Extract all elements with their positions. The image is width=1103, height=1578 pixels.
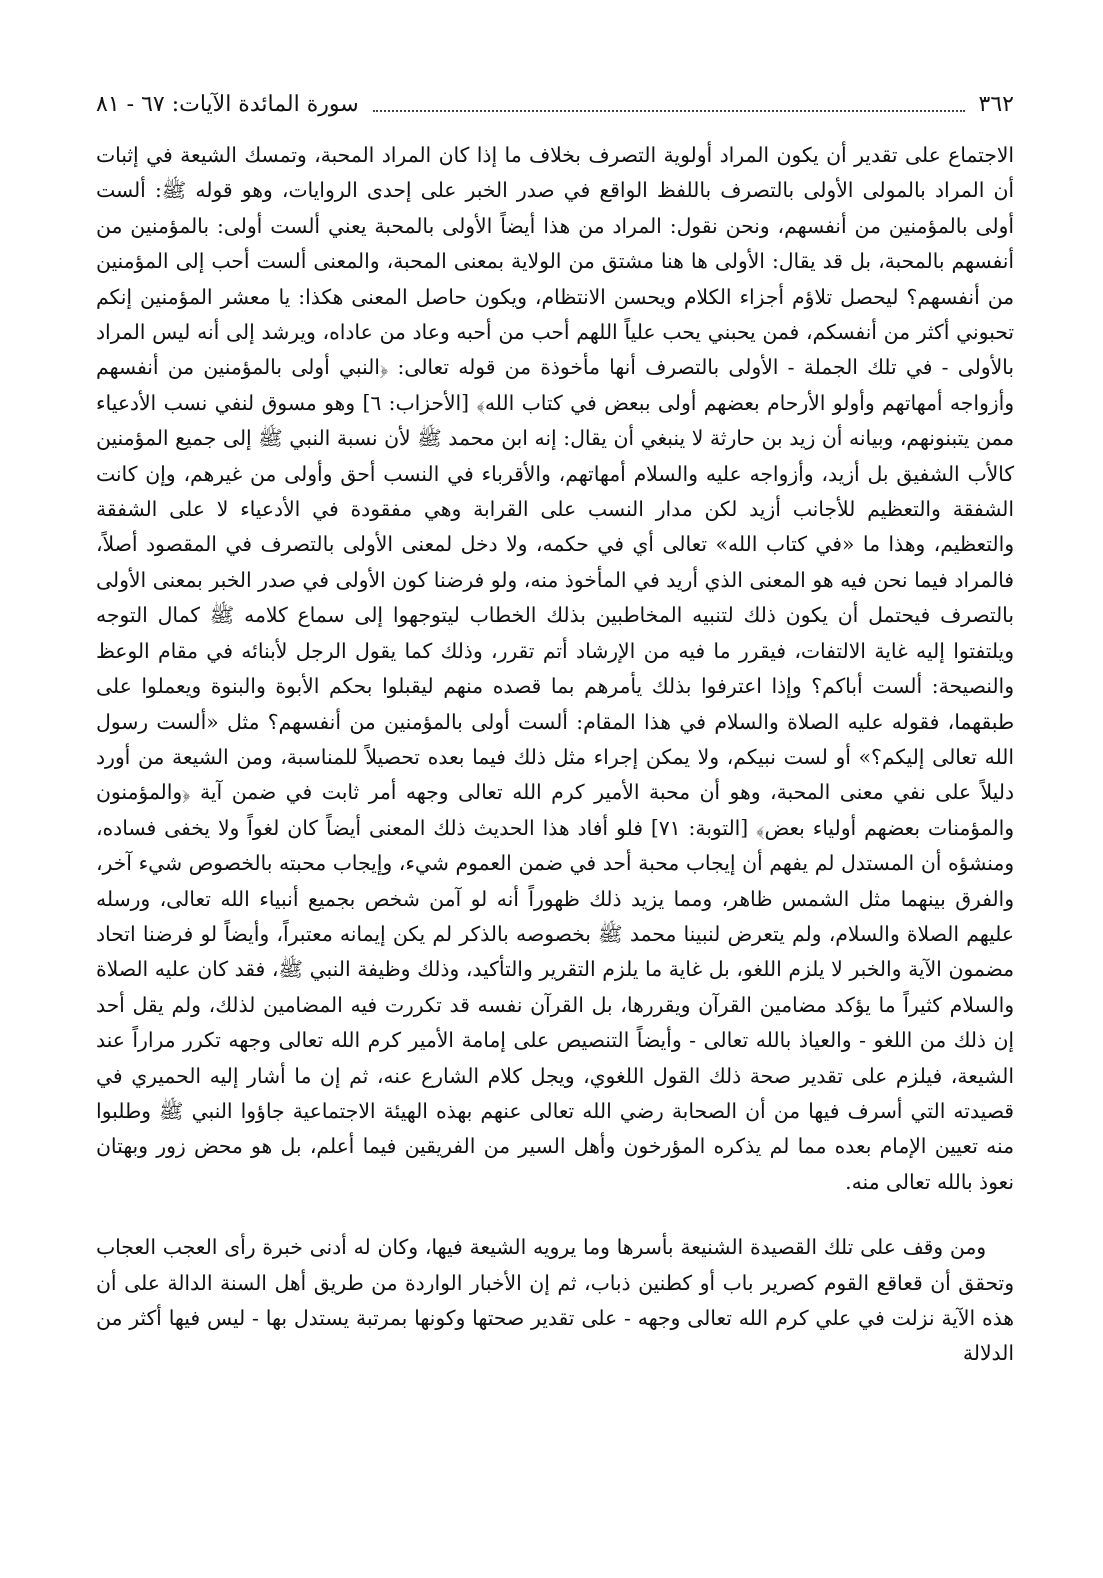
running-title: سورة المائدة الآيات: ٦٧ - ٨١ bbox=[96, 92, 359, 117]
header-dotted-leader bbox=[373, 109, 965, 112]
book-page bbox=[96, 82, 1014, 1542]
paragraph-1: الاجتماع على تقدير أن يكون المراد أولوية التصرف بخلاف ما إذا كان المراد المحبة، وتمسك الشيعة في إثبات أن المراد بالمولى الأولى بالتصرف باللفظ الواقع في صدر الخبر على إحدى الروايات، وهو قوله ﷺ: ألست أولى بالمؤمنين من أنفسهم، ونحن نقول: المراد من هذا أيضاً الأولى بالمحبة يعني ألست أولى: بالمؤمنين من أنفسهم بالمحبة، بل قد يقال: الأولى ها هنا مشتق من الولاية بمعنى المحبة، والمعنى ألست أحب إلى المؤمنين من أنفسهم؟ ليحصل تلاؤم أجزاء الكلام ويحسن الانتظام، ويكون حاصل المعنى هكذا: يا معشر المؤمنين إنكم تحبوني أكثر من أنفسكم، فمن يحبني يحب علياً اللهم أحب من أحبه وعاد من عاداه، ويرشد إلى أنه ليس المراد بالأولى - في تلك الجملة - الأولى بالتصرف أنها مأخوذة من قوله تعالى: ﴿النبي أولى بالمؤمنين من أنفسهم وأزواجه أمهاتهم وأولو الأرحام بعضهم أولى ببعض في كتاب الله﴾ [الأحزاب: ٦] وهو مسوق لنفي نسب الأدعياء ممن يتبنونهم، وبيانه أن زيد بن حارثة لا ينبغي أن يقال: إنه ابن محمد ﷺ لأن نسبة النبي ﷺ إلى جميع المؤمنين كالأب الشفيق بل أزيد، وأزواجه عليه والسلام أمهاتهم، والأقرباء في النسب أحق وأولى من غيرهم، وإن كانت الشفقة والتعظيم للأجانب أزيد لكن مدار النسب على القرابة وهي مفقودة في الأدعياء لا على الشفقة والتعظيم، وهذا ما «في كتاب الله» تعالى أي في حكمه، ولا دخل لمعنى الأولى بالتصرف في المقصود أصلاً، فالمراد فيما نحن فيه هو المعنى الذي أريد في المأخوذ منه، ولو فرضنا كون الأولى في صدر الخبر بمعنى الأولى بالتصرف فيحتمل أن يكون ذلك لتنبيه المخاطبين بذلك الخطاب ليتوجهوا إلى سماع كلامه ﷺ كمال التوجه ويلتفتوا إليه غاية الالتفات، فيقرر ما فيه من الإرشاد أتم تقرر، وذلك كما يقول الرجل لأبنائه في مقام الوعظ والنصيحة: ألست أباكم؟ وإذا اعترفوا بذلك يأمرهم بما قصده منهم ليقبلوا بحكم الأبوة والبنوة ويعملوا على طبقهما، فقوله عليه الصلاة والسلام في هذا المقام: ألست أولى بالمؤمنين من أنفسهم؟ مثل «ألست رسول الله تعالى إليكم؟» أو لست نبيكم، ولا يمكن إجراء مثل ذلك فيما بعده تحصيلاً للمناسبة، ومن الشيعة من أورد دليلاً على نفي معنى المحبة، وهو أن محبة الأمير كرم الله تعالى وجهه أمر ثابت في ضمن آية ﴿والمؤمنون والمؤمنات بعضهم أولياء بعض﴾ [التوبة: ٧١] فلو أفاد هذا الحديث ذلك المعنى أيضاً كان لغواً ولا يخفى فساده، ومنشؤه أن المستدل لم يفهم أن إيجاب محبة أحد في ضمن العموم شيء، وإيجاب محبته بالخصوص شيء آخر، والفرق بينهما مثل الشمس ظاهر، ومما يزيد ذلك ظهوراً أنه لو آمن شخص بجميع أنبياء الله تعالى، ورسله عليهم الصلاة والسلام، ولم يتعرض لنبينا محمد ﷺ بخصوصه بالذكر لم يكن إيمانه معتبراً، وأيضاً لو فرضنا اتحاد مضمون الآية والخبر لا يلزم اللغو، بل غاية ما يلزم التقرير والتأكيد، وذلك وظيفة النبي ﷺ، فقد كان عليه الصلاة والسلام كثيراً ما يؤكد مضامين القرآن ويقررها، بل القرآن نفسه قد تكررت فيه المضامين لذلك، ولم يقل أحد إن ذلك من اللغو - والعياذ بالله تعالى - وأيضاً التنصيص على إمامة الأمير كرم الله تعالى وجهه تكرر مراراً عند الشيعة، فيلزم على تقدير صحة ذلك القول اللغوي، ويجل كلام الشارع عنه، ثم إن ما أشار إليه الحميري في قصيدته التي أسرف فيها من أن الصحابة رضي الله تعالى عنهم بهذه الهيئة الاجتماعية جاؤوا النبي ﷺ وطلبوا منه تعيين الإمام بعده مما لم يذكره المؤرخون وأهل السير من الفريقين فيما أعلم، بل هو محض زور وبهتان نعوذ بالله تعالى منه. bbox=[96, 143, 1014, 1194]
page-number: ٣٦٢ bbox=[978, 92, 1014, 117]
paragraph-2: ومن وقف على تلك القصيدة الشنيعة بأسرها وما يرويه الشيعة فيها، وكان له أدنى خبرة رأى العجب العجاب وتحقق أن قعاقع القوم كصرير باب أو كطنين ذباب، ثم إن الأخبار الواردة من طريق أهل السنة الدالة على أن هذه الآية نزلت في علي كرم الله تعالى وجهه - على تقدير صحتها وكونها بمرتبة يستدل بها - ليس فيها أكثر من الدلالة bbox=[96, 1235, 1014, 1366]
running-header bbox=[96, 82, 1014, 120]
body-text bbox=[96, 138, 1014, 1372]
